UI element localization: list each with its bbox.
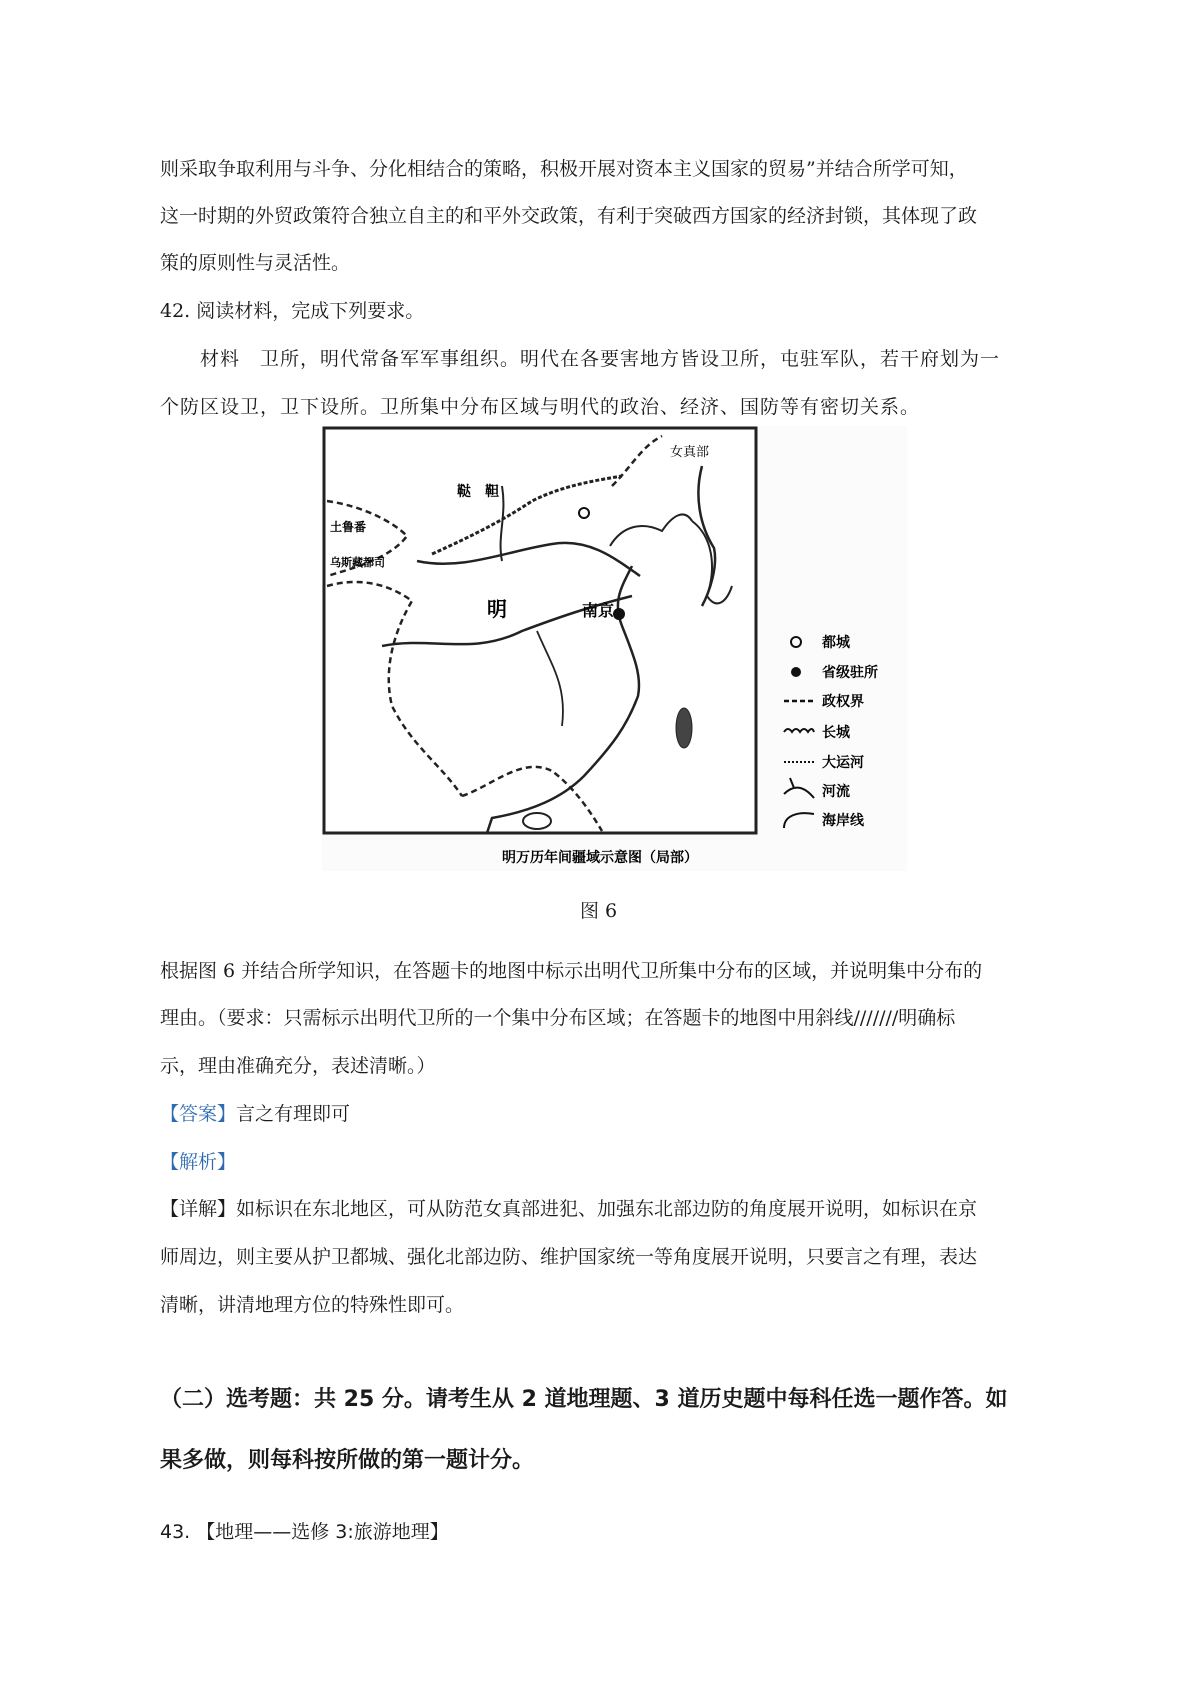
question-line: 理由。（要求：只需标示出明代卫所的一个集中分布区域；在答题卡的地图中用斜线///////明确标 <box>160 1007 956 1029</box>
answer-tag: 【答案】 <box>160 1103 237 1125</box>
map-label-tartar: 鞑 靼 <box>457 484 499 500</box>
map-caption: 明万历年间疆域示意图（局部） <box>502 850 698 866</box>
legend-item: 长城 <box>822 725 850 741</box>
map-label-jurchen: 女真部 <box>670 445 710 460</box>
question-42-title: 42. 阅读材料，完成下列要求。 <box>160 300 425 322</box>
text-line: 这一时期的外贸政策符合独立自主的和平外交政策，有利于突破西方国家的经济封锁，其体现了政 <box>160 205 978 227</box>
answer-text: 言之有理即可 <box>236 1103 351 1125</box>
detail-line: 【详解】如标识在东北地区，可从防范女真部进犯、加强东北部边防的角度展开说明，如标识在京 <box>160 1198 978 1220</box>
map-label-tufan: 土鲁番 <box>330 520 367 534</box>
question-line: 根据图 6 并结合所学知识，在答题卡的地图中标示出明代卫所集中分布的区域，并说明集中分布的 <box>160 960 983 982</box>
figure-label: 图 6 <box>580 900 618 922</box>
text-line: 则采取争取利用与斗争、分化相结合的策略，积极开展对资本主义国家的贸易”并结合所学可知， <box>160 158 968 180</box>
legend-item: 大运河 <box>822 755 864 771</box>
answer-line <box>160 1102 1060 1126</box>
material-line: 个防区设卫，卫下设所。卫所集中分布区域与明代的政治、经济、国防等有密切关系。 <box>160 396 921 418</box>
legend-item: 都城 <box>822 635 850 651</box>
map-label-nanjing: 南京 <box>582 601 615 620</box>
text-line: 策的原则性与灵活性。 <box>160 252 351 274</box>
nanjing-marker <box>613 608 625 620</box>
detail-line: 师周边，则主要从护卫都城、强化北部边防、维护国家统一等角度展开说明，只要言之有理，表达 <box>160 1246 978 1268</box>
ming-territory-map <box>322 426 907 871</box>
question-43-title: 43. 【地理——选修 3:旅游地理】 <box>160 1521 449 1543</box>
legend-item: 河流 <box>822 784 850 800</box>
map-label-wusi: 乌斯藏都司 <box>330 556 385 569</box>
legend-item: 政权界 <box>822 694 864 710</box>
detail-line: 清晰，讲清地理方位的特殊性即可。 <box>160 1294 465 1316</box>
legend-capital-icon <box>791 637 801 647</box>
legend-item: 省级驻所 <box>822 665 878 681</box>
section-heading: （二）选考题：共 25 分。请考生从 2 道地理题、3 道历史题中每科任选一题作答。如 <box>160 1387 1008 1412</box>
capital-marker <box>579 508 589 518</box>
taiwan-island <box>676 708 692 748</box>
legend-province-icon <box>791 667 801 677</box>
legend-item: 海岸线 <box>822 813 864 829</box>
material-line: 材料 卫所，明代常备军军事组织。明代在各要害地方皆设卫所，屯驻军队，若干府划为一 <box>200 348 1001 370</box>
analysis-tag: 【解析】 <box>160 1151 237 1173</box>
question-line: 示，理由准确充分，表述清晰。） <box>160 1055 436 1077</box>
map-frame <box>324 428 756 833</box>
map-label-ming: 明 <box>487 597 507 621</box>
section-heading: 果多做，则每科按所做的第一题计分。 <box>160 1448 535 1473</box>
